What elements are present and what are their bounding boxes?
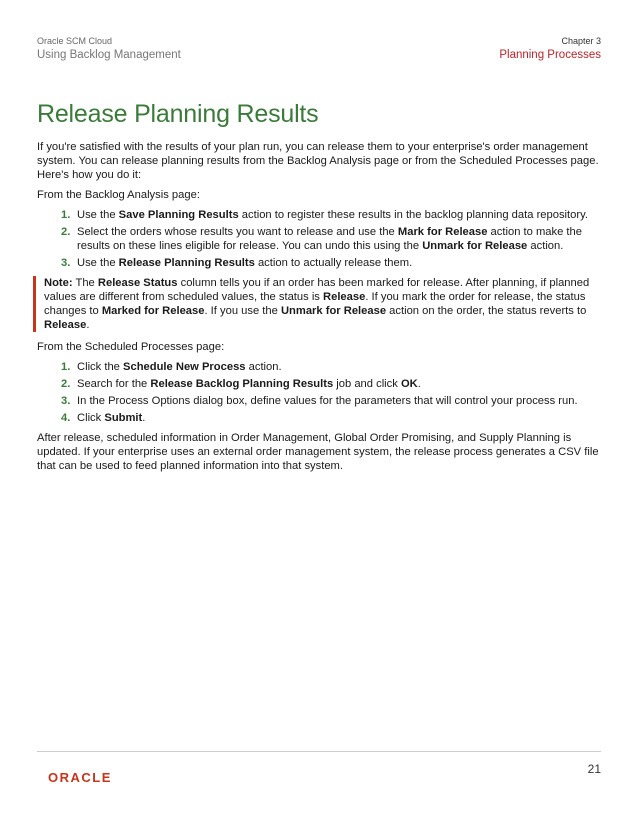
scheduled-intro: From the Scheduled Processes page: [37, 341, 225, 353]
step-text: Use the [77, 209, 119, 221]
step-text: Select the orders whose results you want to release and use the [77, 226, 398, 238]
chapter-number: Chapter 3 [561, 36, 601, 46]
list-item [37, 411, 603, 425]
step-number: 2. [61, 226, 71, 238]
step-text: action. [245, 361, 282, 373]
step-text: action. [527, 240, 564, 252]
step-action: Submit [104, 412, 143, 424]
list-item [37, 377, 603, 391]
note-text: . [86, 319, 90, 331]
note-text: . If you use the [204, 305, 281, 317]
header-right [499, 34, 601, 62]
step-text: job and click [333, 378, 401, 390]
note-text: . If you mark the order for release, the status changes to [44, 291, 586, 317]
step-text: Click [77, 412, 105, 424]
intro-paragraph: If you're satisfied with the results of your plan run, you can release them to your enterprise's order management system. You can release planning results from the Backlog Analysis page or from the Scheduled Processes page. Here's how you do it: [37, 141, 599, 181]
step-text: action to make the results on these lines eligible for release. You can undo this using the [77, 226, 582, 252]
list-item [37, 225, 603, 253]
note-term: Release Status [97, 277, 178, 289]
note-text: column tells you if an order has been marked for release. After planning, if planned values are different from scheduled values, the status is [44, 277, 590, 303]
step-text: action to actually release them. [254, 257, 413, 269]
list-item [37, 360, 603, 374]
step-text: Click the [77, 361, 124, 373]
step-number: 4. [61, 412, 71, 424]
note-text: action on the order, the status reverts to [386, 305, 587, 317]
note-callout [33, 276, 603, 332]
note-label: Note: [44, 277, 73, 289]
step-action: Save Planning Results [118, 209, 239, 221]
oracle-logo: ORACLE [48, 770, 112, 785]
step-action: Release Backlog Planning Results [150, 378, 334, 390]
list-item [37, 256, 603, 270]
page-title: Release Planning Results [37, 100, 319, 128]
step-text: action to register these results in the backlog planning data repository. [238, 209, 588, 221]
product-name: Oracle SCM Cloud [37, 36, 113, 46]
step-text: Search for the [77, 378, 151, 390]
step-text: Use the [77, 257, 119, 269]
note-text: The [72, 277, 98, 289]
chapter-title: Planning Processes [499, 49, 601, 61]
step-text: . [417, 378, 421, 390]
step-text: In the Process Options dialog box, define values for the parameters that will control your process run. [77, 395, 578, 407]
list-item [37, 208, 603, 222]
list-item [37, 394, 603, 408]
step-action: OK [400, 378, 418, 390]
step-text: . [142, 412, 146, 424]
step-number: 3. [61, 395, 71, 407]
header-left [37, 34, 181, 62]
step-number: 3. [61, 257, 71, 269]
note-term: Marked for Release [101, 305, 205, 317]
step-number: 1. [61, 361, 71, 373]
step-action: Mark for Release [397, 226, 488, 238]
guide-title: Using Backlog Management [37, 49, 181, 61]
page-number: 21 [587, 762, 601, 776]
scheduled-steps-list [37, 360, 603, 425]
step-action: Unmark for Release [422, 240, 528, 252]
note-term: Release [323, 291, 366, 303]
backlog-steps-list [37, 208, 603, 270]
closing-paragraph: After release, scheduled information in Order Management, Global Order Promising, and Supply Planning is updated. If your enterprise uses an external order management system, the release process generates a CSV file that can be used to feed planned information into that system. [37, 432, 599, 472]
step-action: Release Planning Results [118, 257, 255, 269]
note-term: Unmark for Release [280, 305, 387, 317]
main-content [37, 140, 603, 479]
step-number: 1. [61, 209, 71, 221]
backlog-intro: From the Backlog Analysis page: [37, 189, 200, 201]
note-term: Release [44, 319, 87, 331]
step-action: Schedule New Process [123, 361, 246, 373]
step-number: 2. [61, 378, 71, 390]
footer-divider [37, 751, 601, 752]
